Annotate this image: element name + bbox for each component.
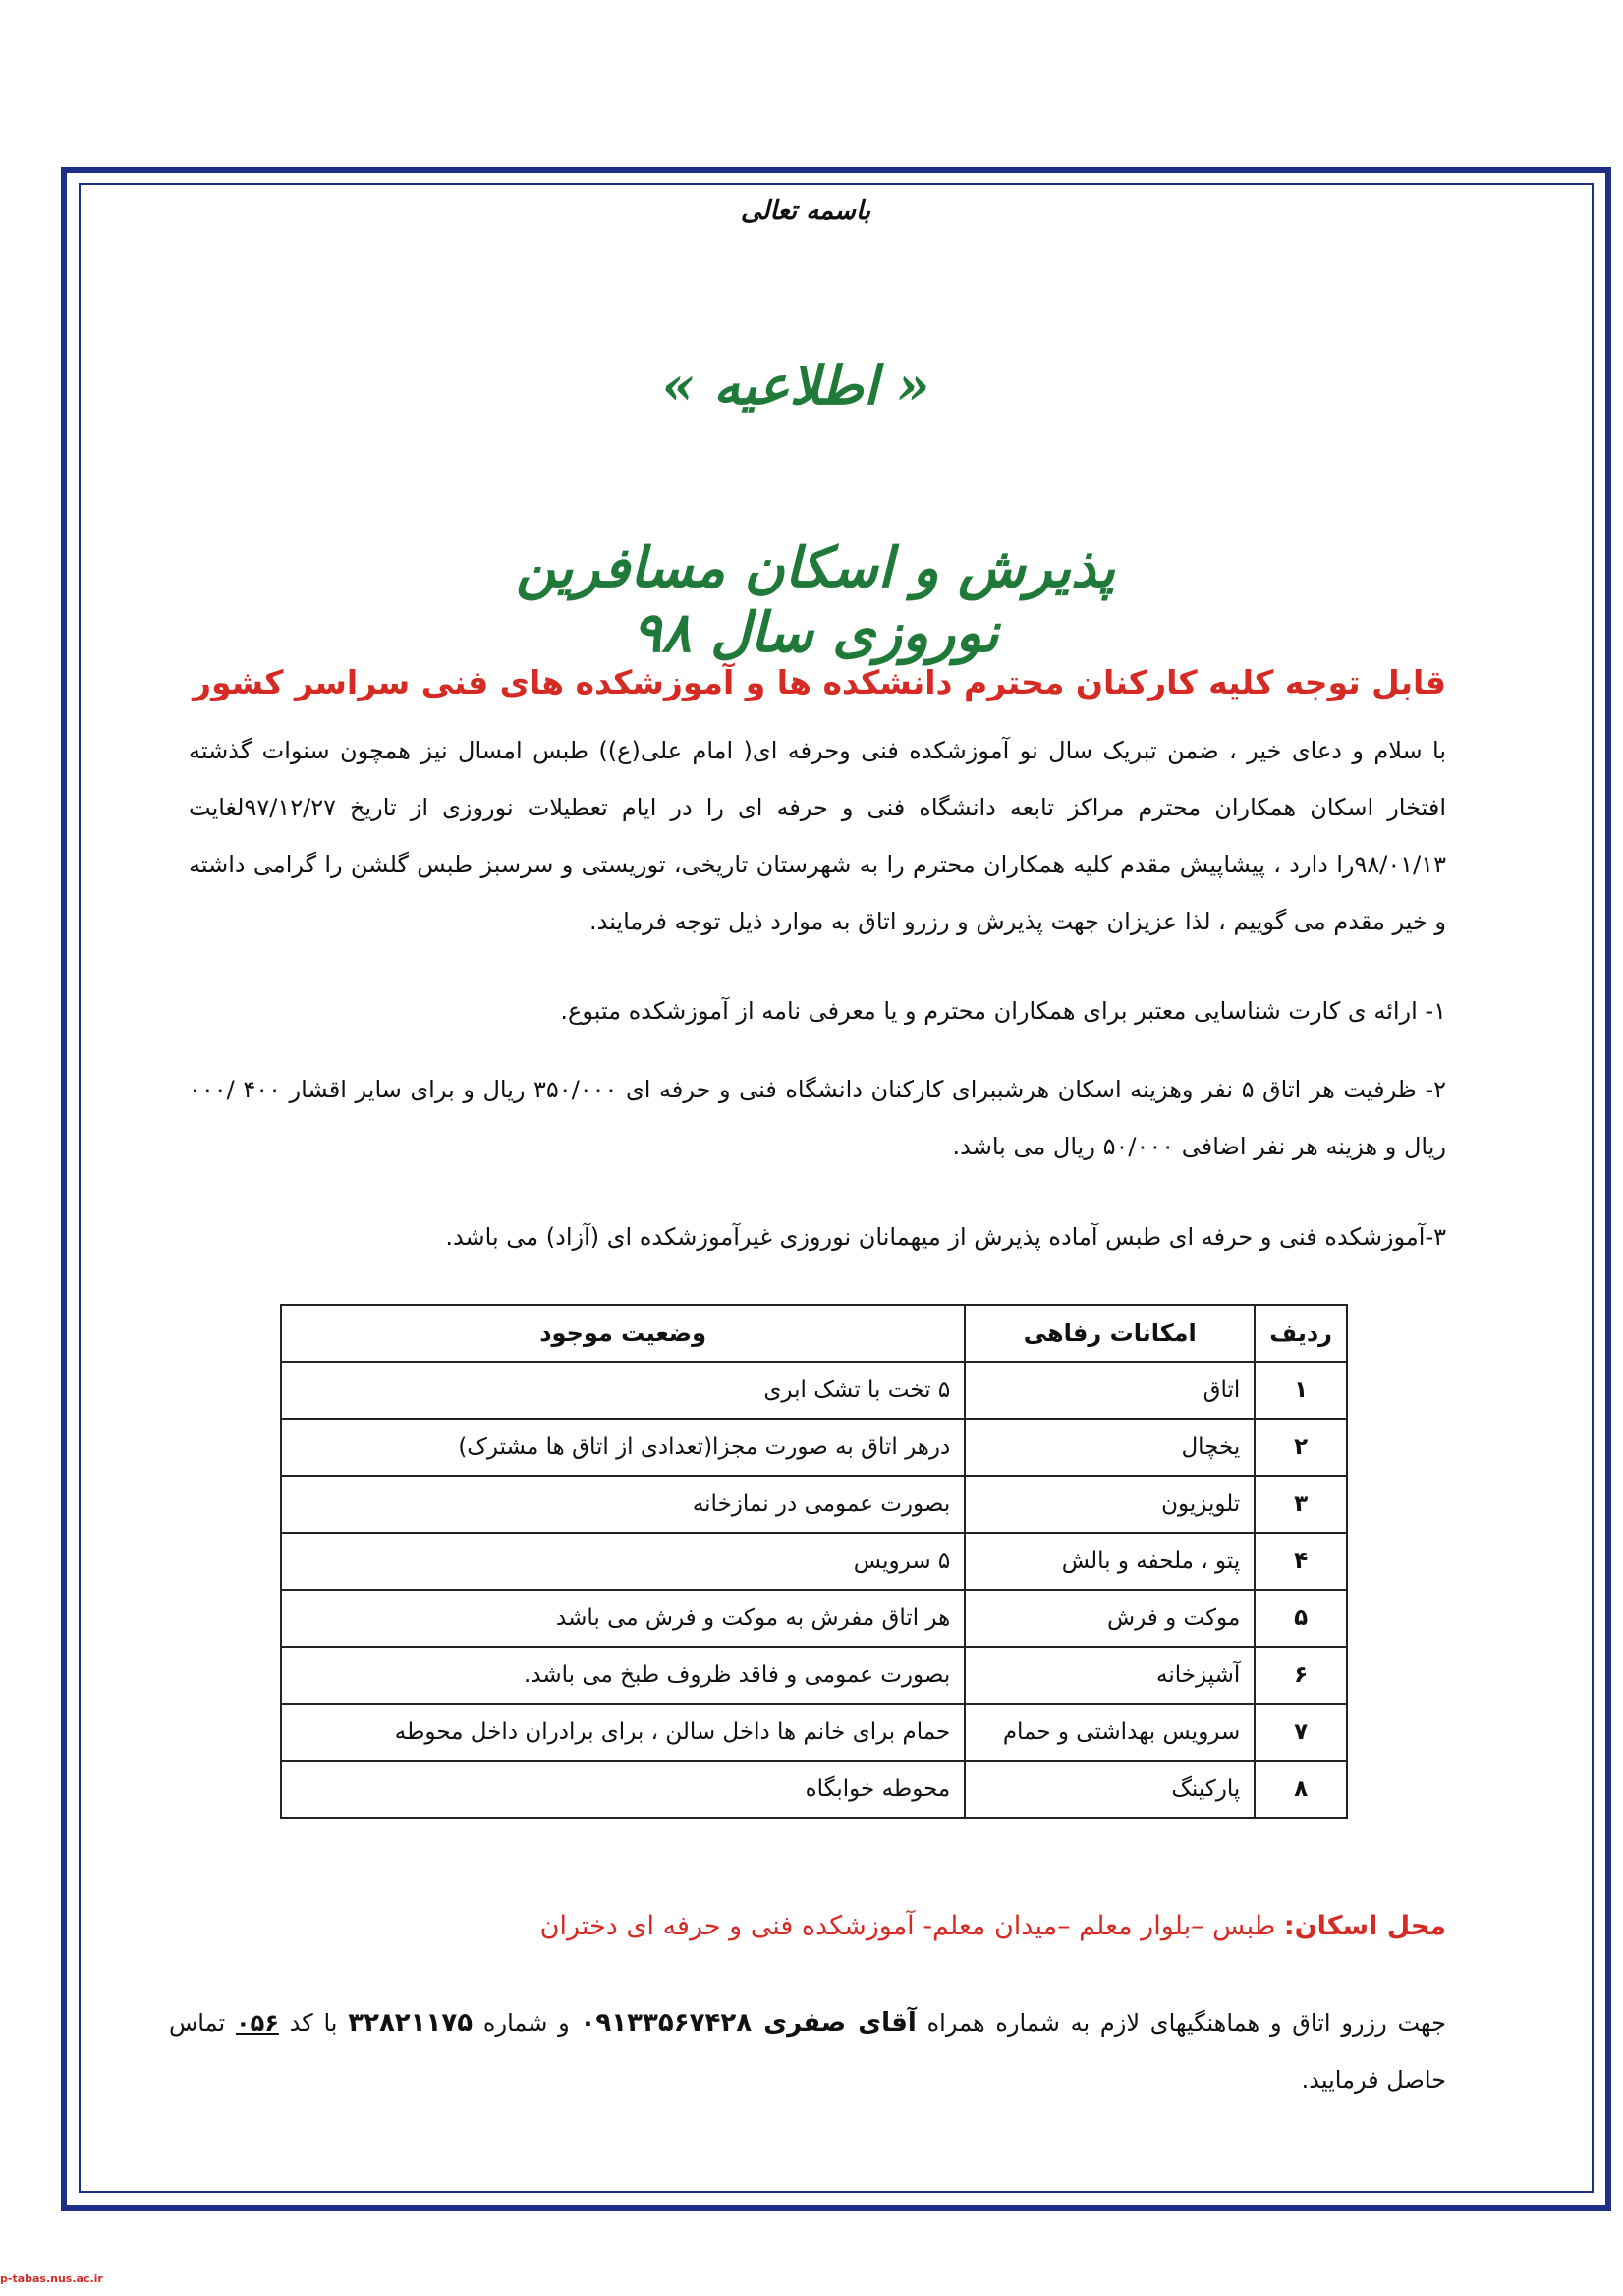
location-line bbox=[169, 1911, 1446, 1941]
status-cell: هر اتاق مفرش به موکت و فرش می باشد bbox=[281, 1590, 965, 1647]
contact-area-code: ۰۵۶ bbox=[235, 2009, 279, 2037]
page-border-inner bbox=[79, 183, 1594, 2193]
location-label: محل اسکان: bbox=[1283, 1911, 1446, 1941]
table-row bbox=[281, 1419, 1347, 1476]
notice-title: « اطلاعیه » bbox=[661, 354, 930, 417]
status-cell: ۵ سرویس bbox=[281, 1533, 965, 1590]
contact-suffix: تماس حاصل فرمایید. bbox=[169, 2009, 1446, 2094]
table-row bbox=[281, 1533, 1347, 1590]
contact-phone: ۳۲۸۲۱۱۷۵ bbox=[348, 2008, 474, 2038]
status-cell: ۵ تخت با تشک ابری bbox=[281, 1362, 965, 1419]
contact-prefix: جهت رزرو اتاق و هماهنگیهای لازم به شماره همراه bbox=[926, 2009, 1446, 2037]
row-number: ۷ bbox=[1255, 1704, 1347, 1761]
row-number: ۱ bbox=[1255, 1362, 1347, 1419]
facility-cell: پتو ، ملحفه و بالش bbox=[965, 1533, 1255, 1590]
table-row bbox=[281, 1590, 1347, 1647]
facility-cell: پارکینگ bbox=[965, 1761, 1255, 1818]
table-row bbox=[281, 1704, 1347, 1761]
intro-paragraph: با سلام و دعای خیر ، ضمن تبریک سال نو آموزشکده فنی وحرفه ای( امام علی(ع)) طبس امسال نیز همچون سنوات گذشته افتخار اسکان همکاران محترم مراکز تابعه دانشگاه فنی و حرفه ای را در ایام تعطیلات نوروزی از تاریخ ۹۷/۱۲/۲۷لغایت ۹۸/۰۱/۱۳را دارد ، پیشاپیش مقدم کلیه همکاران محترم را به شهرستان تاریخی، توریستی و سرسبز طبس گلشن را گرامی داشته و خیر مقدم می گوییم ، لذا عزیزان جهت پذیرش و رزرو اتاق به موارد ذیل توجه فرمایند. bbox=[189, 737, 1446, 935]
facility-cell: سرویس بهداشتی و حمام bbox=[965, 1704, 1255, 1761]
location-value: طبس –بلوار معلم –میدان معلم- آموزشکده فنی و حرفه ای دختران bbox=[539, 1911, 1284, 1941]
basmala-heading: باسمه تعالی bbox=[740, 196, 871, 226]
facility-cell: یخچال bbox=[965, 1419, 1255, 1476]
table-row bbox=[281, 1761, 1347, 1818]
status-cell: درهر اتاق به صورت مجزا(تعدادی از اتاق ها مشترک) bbox=[281, 1419, 965, 1476]
row-number: ۴ bbox=[1255, 1533, 1347, 1590]
attention-line: قابل توجه کلیه کارکنان محترم دانشکده ها و آموزشکده های فنی سراسر کشور bbox=[193, 663, 1446, 701]
row-number: ۵ bbox=[1255, 1590, 1347, 1647]
site-watermark: p-tabas.nus.ac.ir bbox=[0, 2272, 103, 2285]
facility-cell: اتاق bbox=[965, 1362, 1255, 1419]
table-header-row bbox=[281, 1305, 1347, 1362]
status-cell: حمام برای خانم ها داخل سالن ، برای برادران داخل محوطه bbox=[281, 1704, 965, 1761]
facility-cell: موکت و فرش bbox=[965, 1590, 1255, 1647]
item-1: ۱- ارائه ی کارت شناسایی معتبر برای همکاران محترم و یا معرفی نامه از آموزشکده متبوع. bbox=[560, 997, 1446, 1025]
item-2: ۲- ظرفیت هر اتاق ۵ نفر وهزینه اسکان هرشببرای کارکنان دانشگاه فنی و حرفه ای ۳۵۰/۰۰۰ ریال و برای سایر اقشار ۴۰۰ /۰۰۰ ریال و هزینه هر نفر اضافی ۵۰/۰۰۰ ریال می باشد. bbox=[189, 1076, 1447, 1160]
status-cell: محوطه خوابگاه bbox=[281, 1761, 965, 1818]
status-cell: بصورت عمومی و فاقد ظروف طبخ می باشد. bbox=[281, 1647, 965, 1704]
item-3: ۳-آموزشکده فنی و حرفه ای طبس آماده پذیرش از میهمانان نوروزی غیرآموزشکده ای (آزاد) می باشد. bbox=[445, 1223, 1446, 1251]
table-row bbox=[281, 1362, 1347, 1419]
table-row bbox=[281, 1647, 1347, 1704]
header-row-number: ردیف bbox=[1255, 1305, 1347, 1362]
facility-cell: تلویزیون bbox=[965, 1476, 1255, 1533]
contact-person: آقای صفری ۰۹۱۳۳۵۶۷۴۲۸ bbox=[580, 2008, 917, 2038]
status-cell: بصورت عمومی در نمازخانه bbox=[281, 1476, 965, 1533]
row-number: ۶ bbox=[1255, 1647, 1347, 1704]
row-number: ۲ bbox=[1255, 1419, 1347, 1476]
row-number: ۸ bbox=[1255, 1761, 1347, 1818]
facilities-table bbox=[280, 1304, 1348, 1819]
row-number: ۳ bbox=[1255, 1476, 1347, 1533]
table-row bbox=[281, 1476, 1347, 1533]
contact-paragraph bbox=[169, 1994, 1446, 2108]
main-title: پذیرش و اسکان مسافرین نوروزی سال ۹۸ bbox=[516, 535, 1115, 665]
contact-code-prefix: با کد bbox=[289, 2009, 338, 2037]
header-facility: امکانات رفاهی bbox=[965, 1305, 1255, 1362]
contact-middle: و شماره bbox=[482, 2009, 570, 2037]
header-status: وضعیت موجود bbox=[281, 1305, 965, 1362]
facility-cell: آشپزخانه bbox=[965, 1647, 1255, 1704]
